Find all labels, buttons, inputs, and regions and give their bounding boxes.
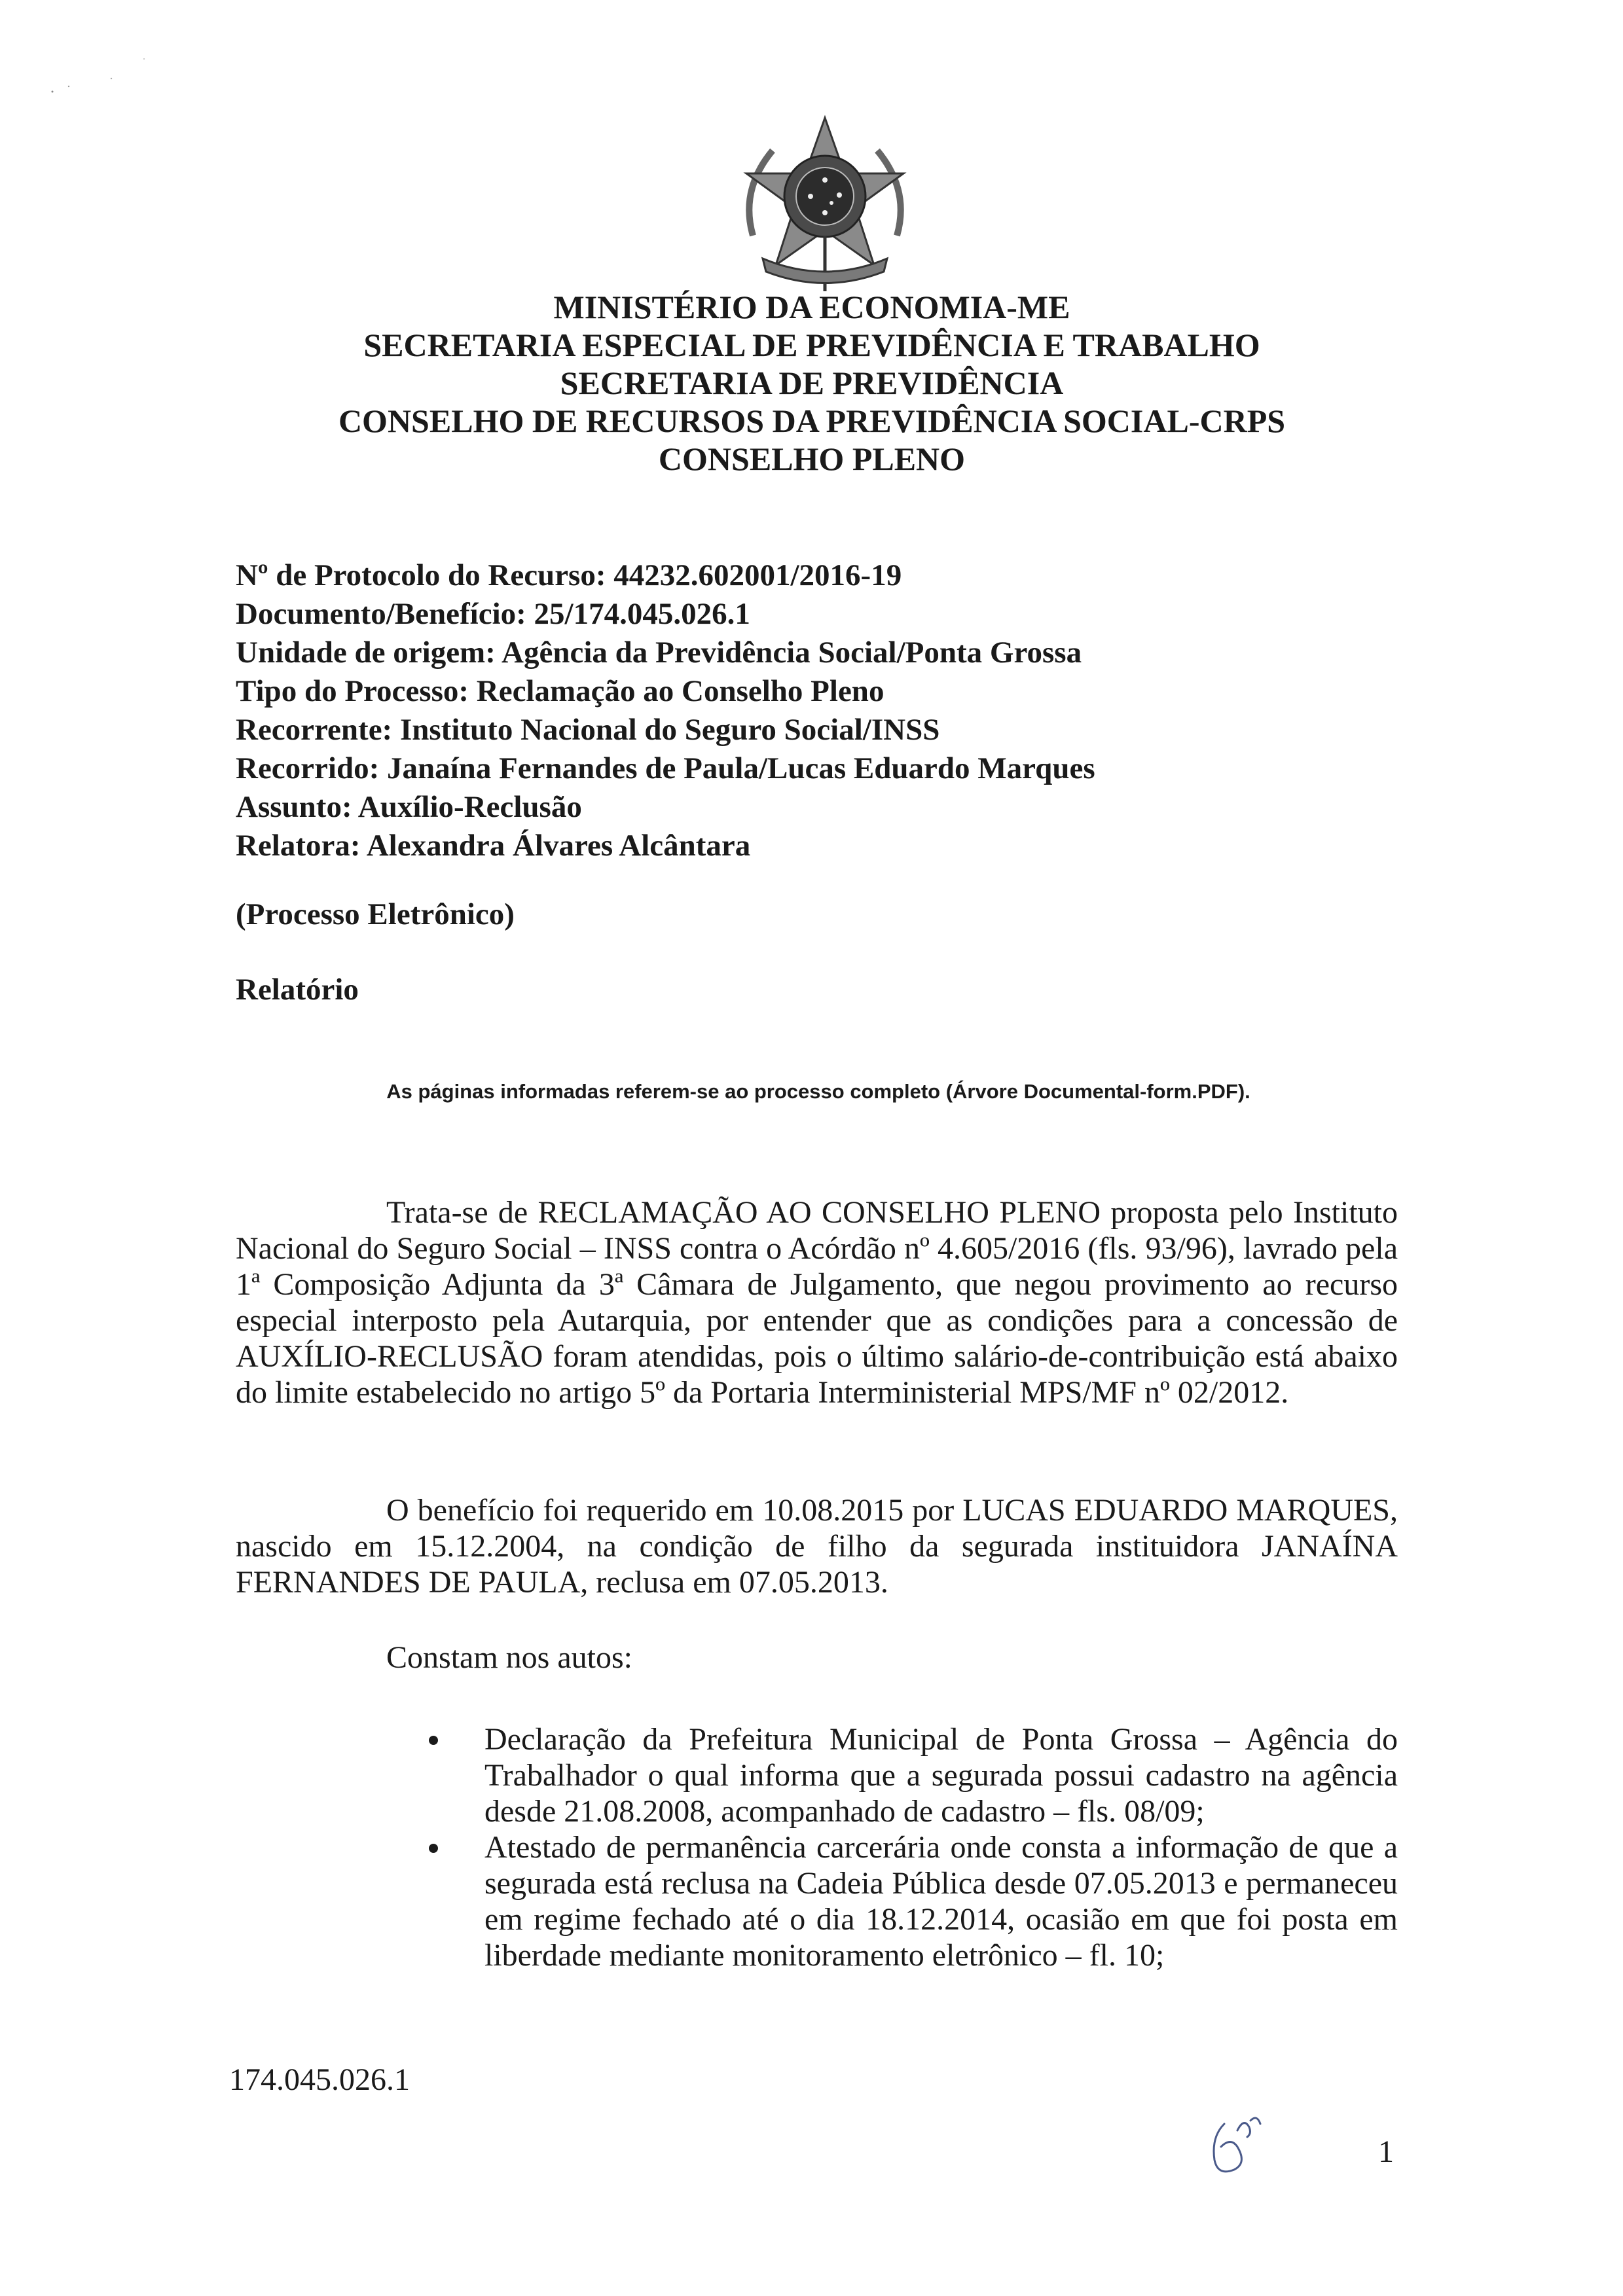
meta-appellee <box>236 749 1480 788</box>
meta-label: Unidade de origem: <box>236 636 496 670</box>
header-special-secretariat: SECRETARIA ESPECIAL DE PREVIDÊNCIA E TRABALHO <box>363 327 1260 363</box>
meta-document <box>236 595 1480 634</box>
meta-value: Agência da Previdência Social/Ponta Grossa <box>501 636 1082 670</box>
meta-label: Recorrente: <box>236 713 393 747</box>
meta-value: 44232.602001/2016-19 <box>613 558 902 592</box>
meta-label: Assunto: <box>236 790 352 824</box>
meta-value: Reclamação ao Conselho Pleno <box>476 674 884 708</box>
handwritten-initials-icon <box>1198 2111 1270 2183</box>
meta-label: Relatora: <box>236 829 361 863</box>
paragraph-benefit-request: O benefício foi requerido em 10.08.2015 por LUCAS EDUARDO MARQUES, nascido em 15.12.2004, na condição de filho da segurada instituidora JANAÍNA FERNANDES DE PAULA, reclusa em 07.05.2013. <box>236 1493 1398 1600</box>
pages-note: As páginas informadas referem-se ao processo completo (Árvore Documental-form.PDF). <box>386 1080 1250 1103</box>
meta-origin-unit <box>236 634 1480 672</box>
list-item <box>426 1721 1398 1829</box>
case-metadata <box>236 556 1480 865</box>
meta-rapporteur <box>236 827 1480 865</box>
meta-label: Documento/Benefício: <box>236 597 526 631</box>
list-item-text: Atestado de permanência carcerária onde consta a informação de que a segurada está reclusa na Cadeia Pública desde 07.05.2013 e permaneceu em regime fechado até o dia 18.12.2014, ocasião em que foi posta em liberdade mediante monitoramento eletrônico – fl. 10; <box>484 1830 1398 1973</box>
bullet-icon <box>429 1736 438 1745</box>
brazil-coat-of-arms-icon <box>727 105 923 295</box>
header <box>196 288 1427 478</box>
meta-label: Nº de Protocolo do Recurso: <box>236 558 606 592</box>
meta-value: Auxílio-Reclusão <box>357 790 582 824</box>
scan-specks <box>39 52 170 105</box>
meta-subject <box>236 788 1480 827</box>
meta-value: 25/174.045.026.1 <box>534 597 750 631</box>
header-plenary: CONSELHO PLENO <box>658 440 966 477</box>
meta-appellant <box>236 711 1480 749</box>
meta-label: Recorrido: <box>236 751 380 785</box>
bullet-icon <box>429 1844 438 1853</box>
header-ministry: MINISTÉRIO DA ECONOMIA-ME <box>553 289 1070 325</box>
list-item <box>426 1829 1398 1973</box>
meta-value: Janaína Fernandes de Paula/Lucas Eduardo Marques <box>386 751 1095 785</box>
process-type-label: (Processo Eletrônico) <box>236 897 515 931</box>
header-council: CONSELHO DE RECURSOS DA PREVIDÊNCIA SOCIAL-CRPS <box>338 403 1286 439</box>
section-title: Relatório <box>236 973 359 1007</box>
meta-process-type <box>236 672 1480 711</box>
meta-protocol <box>236 556 1480 595</box>
list-item-text: Declaração da Prefeitura Municipal de Ponta Grossa – Agência do Trabalhador o qual informa que a segurada possui cadastro na agência desde 21.08.2008, acompanhado de cadastro – fls. 08/09; <box>484 1722 1398 1829</box>
meta-value: Instituto Nacional do Seguro Social/INSS <box>399 713 940 747</box>
page-number: 1 <box>1378 2134 1394 2169</box>
header-secretariat: SECRETARIA DE PREVIDÊNCIA <box>560 365 1064 401</box>
paragraph-summary: Trata-se de RECLAMAÇÃO AO CONSELHO PLENO proposta pelo Instituto Nacional do Seguro Social – INSS contra o Acórdão nº 4.605/2016 (fls. 93/96), lavrado pela 1ª Composição Adjunta da 3ª Câmara de Julgamento, que negou provimento ao recurso especial interposto pela Autarquia, por entender que as condições para a concessão de AUXÍLIO-RECLUSÃO foram atendidas, pois o último salário-de-contribuição está abaixo do limite estabelecido no artigo 5º da Portaria Interministerial MPS/MF nº 02/2012. <box>236 1195 1398 1410</box>
footer-benefit-code: 174.045.026.1 <box>229 2062 410 2097</box>
meta-value: Alexandra Álvares Alcântara <box>366 829 751 863</box>
records-list <box>426 1721 1398 1973</box>
paragraph-records-intro: Constam nos autos: <box>386 1640 633 1675</box>
meta-label: Tipo do Processo: <box>236 674 469 708</box>
